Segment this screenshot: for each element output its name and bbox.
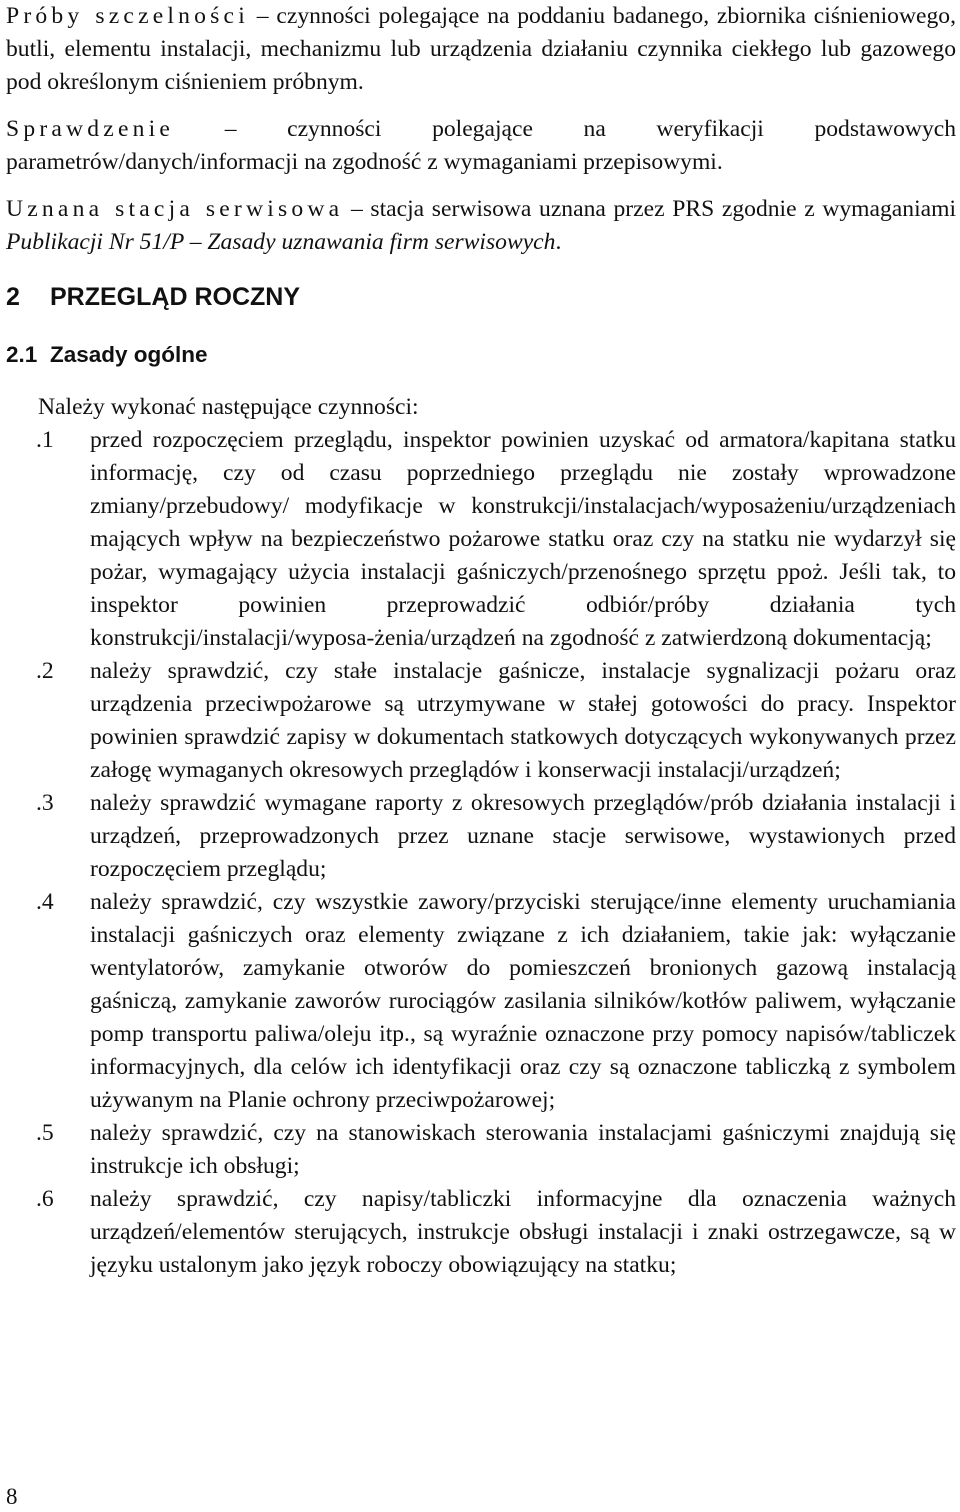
list-item-number: .1 bbox=[36, 427, 54, 453]
list-item bbox=[6, 424, 956, 655]
section-title: PRZEGLĄD ROCZNY bbox=[50, 283, 300, 311]
list-item-text: należy sprawdzić, czy na stanowiskach sterowania instalacjami gaśniczymi znajdują się instrukcje ich obsługi; bbox=[90, 1120, 956, 1179]
definition-dash: – bbox=[224, 116, 237, 142]
section-number: 2 bbox=[6, 283, 20, 311]
list-item bbox=[6, 787, 956, 886]
section-heading bbox=[6, 281, 956, 314]
definition-dash: – bbox=[256, 3, 269, 29]
definition-text: czynności polegające na weryfikacji podstawowych parametrów/danych/informacji na zgodność z wymaganiami przepisowymi. bbox=[6, 116, 957, 175]
list-item-number: .6 bbox=[36, 1186, 54, 1212]
definition-sprawdzenie bbox=[6, 113, 956, 179]
list-item-text: należy sprawdzić, czy napisy/tabliczki informacyjne dla oznaczenia ważnych urządzeń/elementów sterujących, instrukcje obsługi instalacji i znaki ostrzegawcze, są w języku ustalonym jako język roboczy obowiązujący na statku; bbox=[90, 1186, 956, 1278]
subsection-number: 2.1 bbox=[6, 342, 38, 367]
list-item-text: należy sprawdzić, czy wszystkie zawory/przyciski sterujące/inne elementy uruchamiania instalacji gaśniczych oraz elementy związane z ich działaniem, takie jak: wyłączanie wentylatorów, zamykanie otworów do pomieszczeń bronionych gazową instalacją gaśniczą, zamykanie zaworów rurociągów zasilania silników/kotłów paliwem, wyłączanie pomp transportu paliwa/oleju itp., są wyraźnie oznaczone przy pomocy napisów/tabliczek informacyjnych, dla celów ich identyfikacji oraz czy są oznaczone tabliczką z symbolem używanym na Planie ochrony przeciwpożarowej; bbox=[90, 889, 956, 1113]
definition-proby-szczelnosci bbox=[6, 0, 956, 99]
list-item bbox=[6, 1117, 956, 1183]
definition-dash: – bbox=[350, 196, 363, 222]
subsection-title: Zasady ogólne bbox=[50, 342, 208, 367]
list-item-number: .4 bbox=[36, 889, 54, 915]
definition-text: czynności polegające na poddaniu badanego, zbiornika ciśnieniowego, butli, elementu instalacji, mechanizmu lub urządzenia działaniu czynnika ciekłego lub gazowego pod określonym ciśnieniem próbnym. bbox=[6, 3, 956, 95]
list-item bbox=[6, 1183, 956, 1282]
definition-end: . bbox=[555, 229, 562, 255]
list-item-text: przed rozpoczęciem przeglądu, inspektor powinien uzyskać od armatora/kapitana statku informację, czy od czasu poprzedniego przeglądu nie zostały wprowadzone zmiany/przebudowy/ modyfikacje w konstrukcji/instalacjach/wyposażeniu/urządzeniach mających wpływ na bezpieczeństwo pożarowe statku oraz czy na statku nie wydarzył się pożar, wymagający użycia instalacji gaśniczych/przenośnego sprzętu ppoż. Jeśli tak, to inspektor powinien przeprowadzić odbiór/próby działania tych konstrukcji/instalacji/wyposa-żenia/urządzeń na zgodność z zatwierdzoną dokumentacją; bbox=[90, 427, 956, 651]
subsection-heading bbox=[6, 338, 956, 371]
page-number: 8 bbox=[6, 1484, 18, 1509]
definition-term: Próby szczelności bbox=[6, 3, 249, 29]
list-item bbox=[6, 886, 956, 1117]
intro-text: Należy wykonać następujące czynności: bbox=[38, 394, 419, 420]
list-item-number: .3 bbox=[36, 790, 54, 816]
publication-reference: Publikacji Nr 51/P – Zasady uznawania firm serwisowych bbox=[6, 229, 556, 255]
list-item-number: .2 bbox=[36, 658, 54, 684]
list-item-number: .5 bbox=[36, 1120, 54, 1146]
list-item-text: należy sprawdzić, czy stałe instalacje gaśnicze, instalacje sygnalizacji pożaru oraz urządzenia przeciwpożarowe są utrzymywane w stałej gotowości do pracy. Inspektor powinien sprawdzić zapisy w dokumentach statkowych dotyczących wykonywanych przez załogę wymaganych okresowych przeglądów i konserwacji instalacji/urządzeń; bbox=[90, 658, 956, 783]
definition-text: stacja serwisowa uznana przez PRS zgodnie z wymaganiami bbox=[370, 196, 957, 222]
definition-uznana-stacja bbox=[6, 193, 956, 259]
definition-term: Sprawdzenie bbox=[6, 116, 175, 142]
list-item bbox=[6, 655, 956, 787]
definition-term: Uznana stacja serwisowa bbox=[6, 196, 344, 222]
list-item-text: należy sprawdzić wymagane raporty z okresowych przeglądów/prób działania instalacji i urządzeń, przeprowadzonych przez uznane stacje serwisowe, wystawionych przed rozpoczęciem przeglądu; bbox=[90, 790, 956, 882]
document-page bbox=[6, 0, 956, 1282]
